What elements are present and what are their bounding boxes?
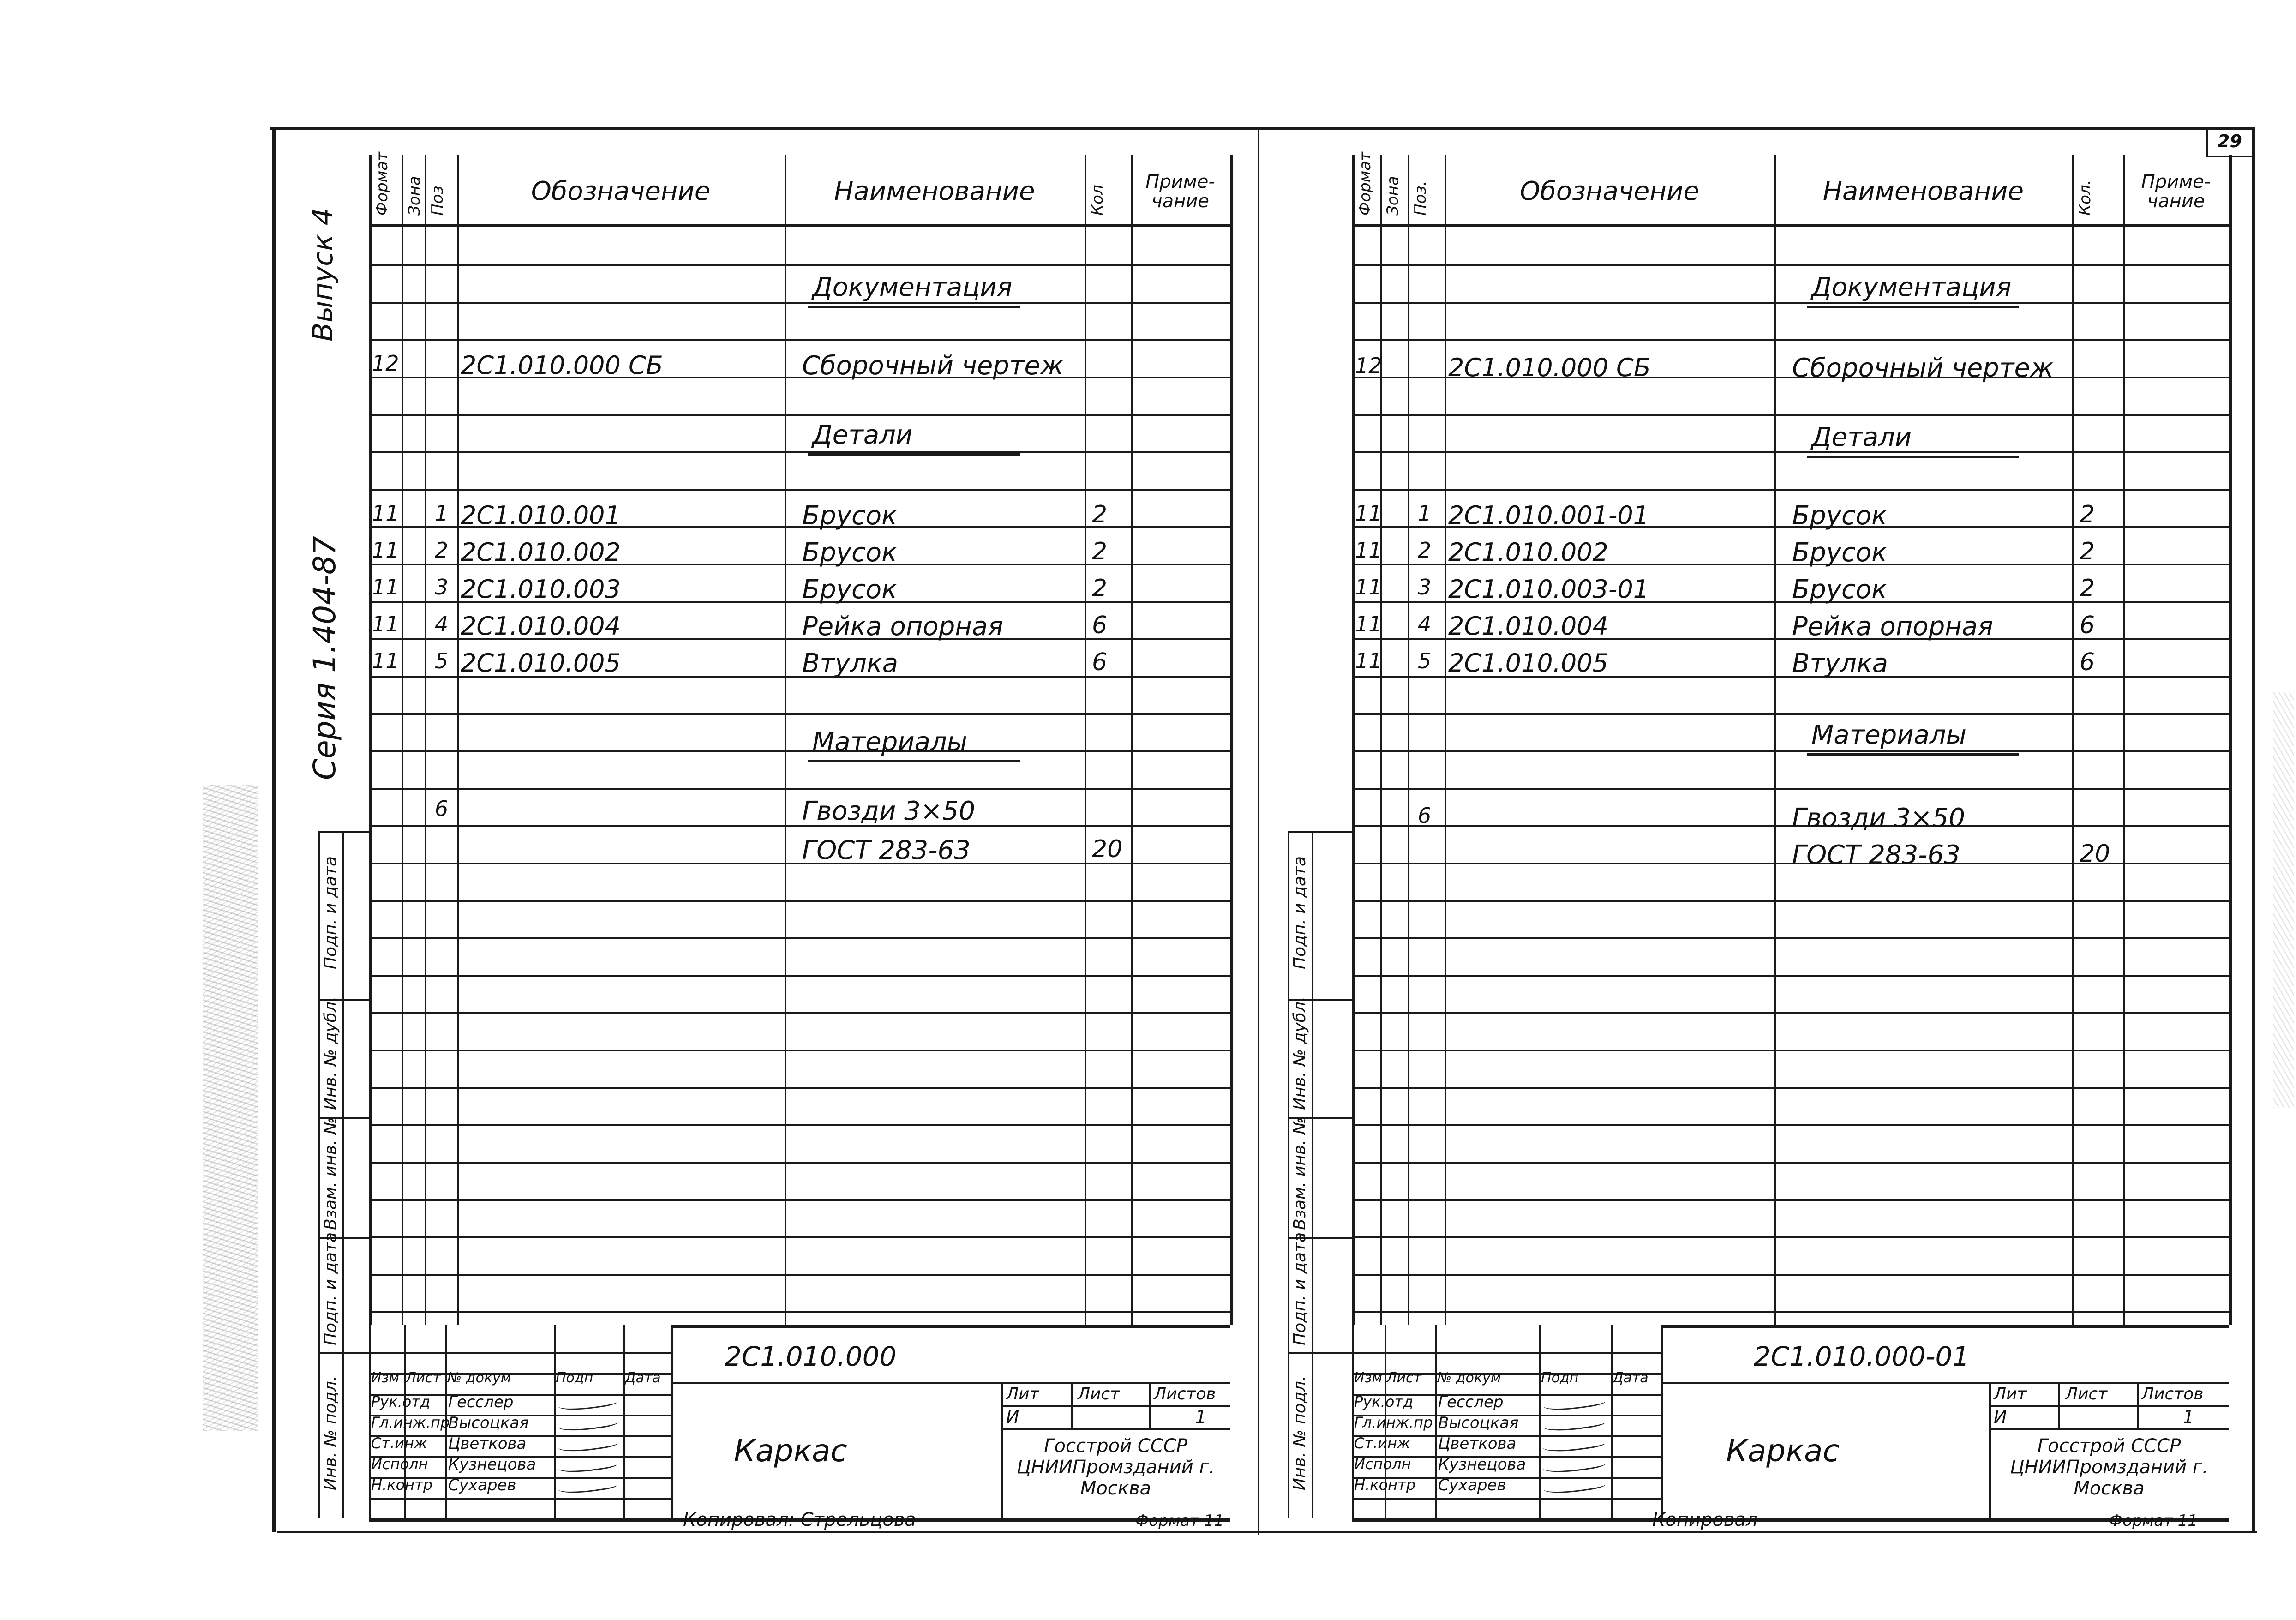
title-block-top — [1661, 1325, 2229, 1328]
sig-col-label: Изм — [1354, 1370, 1383, 1386]
header-pos: Поз. — [1411, 180, 1430, 216]
table-row-line — [1352, 1050, 2229, 1051]
signer-role: Ст.инж — [371, 1434, 427, 1452]
cell-name: Брусок — [802, 575, 897, 605]
lit-value: И — [1994, 1407, 2007, 1427]
sig-col-label: Изм — [371, 1370, 400, 1386]
cell-pos: 4 — [435, 612, 449, 636]
cell-qty: 6 — [2080, 648, 2095, 676]
cell-format: 11 — [1355, 648, 1382, 673]
title-block-row — [1352, 1352, 1661, 1354]
page-number: 29 — [2218, 131, 2242, 151]
side-label: Инв. № дубл. — [1290, 996, 1309, 1110]
cell-qty: 2 — [1092, 538, 1108, 565]
strip-divider — [1288, 1352, 1352, 1354]
cell-pos: 5 — [1418, 648, 1432, 673]
cell-format: 12 — [372, 351, 399, 376]
header-zone: Зона — [405, 176, 424, 216]
cell-format: 11 — [1355, 501, 1382, 526]
cell-name: ГОСТ 283-63 — [1792, 840, 1960, 870]
cell-name: Рейка опорная — [1792, 612, 1993, 642]
lit-box-line — [1989, 1382, 1991, 1518]
signer-name: Высоцкая — [1438, 1414, 1519, 1432]
cell-pos: 4 — [1418, 612, 1432, 636]
cell-pos: 1 — [1418, 501, 1432, 526]
cell-qty: 2 — [2080, 538, 2095, 565]
table-row-line — [1352, 937, 2229, 939]
issue-label: Выпуск 4 — [307, 208, 339, 342]
section-heading: Детали — [1811, 422, 1912, 452]
side-label: Подп. и дата — [321, 856, 340, 970]
cell-name: Брусок — [1792, 575, 1887, 605]
side-label: Подп. и дата — [321, 1232, 340, 1345]
cell-designation: 2С1.010.002 — [1448, 538, 1608, 567]
cell-qty: 6 — [2080, 612, 2095, 639]
cell-name: ГОСТ 283-63 — [802, 835, 971, 865]
sig-col-label: Дата — [625, 1370, 661, 1386]
cell-name: Гвозди 3×50 — [1792, 803, 1965, 833]
title-block-mid — [1661, 1382, 2229, 1384]
cell-format: 11 — [1355, 538, 1382, 563]
cell-format: 11 — [372, 612, 399, 636]
side-label: Инв. № подл. — [321, 1375, 340, 1491]
cell-name: Брусок — [1792, 501, 1887, 531]
sig-col-label: Подп — [1541, 1370, 1579, 1386]
header-format: Формат — [1356, 152, 1374, 216]
cell-designation: 2С1.010.000 СБ — [1448, 353, 1651, 382]
cell-designation: 2С1.010.003-01 — [1448, 575, 1649, 604]
signer-role: Исполн — [1354, 1455, 1411, 1473]
signer-role: Рук.отд — [1354, 1393, 1414, 1410]
cell-pos: 6 — [435, 796, 449, 821]
table-row-line — [1352, 414, 2229, 416]
signer-name: Цветкова — [448, 1434, 527, 1453]
signer-role: Исполн — [371, 1455, 428, 1473]
signer-role: Гл.инж.пр — [1354, 1414, 1433, 1431]
cell-designation: 2С1.010.005 — [461, 648, 621, 678]
section-underline — [1807, 753, 2019, 756]
header-divider — [1352, 224, 2229, 227]
cell-pos: 3 — [1418, 575, 1432, 600]
table-row-line — [1352, 264, 2229, 266]
sig-col-label: № докум — [447, 1370, 511, 1386]
sheets-label: Листов — [1154, 1385, 1216, 1404]
section-heading: Документация — [812, 272, 1013, 302]
sheets-value: 1 — [2183, 1407, 2194, 1427]
signer-name: Высоцкая — [448, 1414, 529, 1432]
cell-name: Брусок — [802, 538, 897, 568]
table-row-line — [1352, 489, 2229, 491]
footer-copied: Копировал: Стрельцова — [683, 1509, 916, 1530]
footer-copied: Копировал — [1652, 1509, 1758, 1530]
series-label: Серия 1.404-87 — [307, 536, 342, 780]
side-label: Взам. инв. № — [1290, 1117, 1309, 1230]
table-row-line — [1352, 975, 2229, 977]
cell-qty: 2 — [1092, 501, 1108, 528]
cell-pos: 6 — [1418, 803, 1432, 828]
table-row-line — [1352, 1311, 2229, 1313]
cell-name: Брусок — [802, 501, 897, 531]
table-column-line — [1774, 155, 1776, 1325]
header-qty: Кол. — [2076, 180, 2094, 216]
cell-name: Брусок — [1792, 538, 1887, 568]
table-row-line — [1352, 339, 2229, 341]
sig-col-label: Подп — [556, 1370, 593, 1386]
table-row-line — [1352, 1162, 2229, 1164]
title-block-bottom — [1352, 1518, 2229, 1522]
cell-format: 11 — [372, 501, 399, 526]
signer-role: Н.контр — [371, 1476, 433, 1494]
sheet-label: Лист — [1078, 1385, 1120, 1404]
sig-col-label: Дата — [1613, 1370, 1649, 1386]
signer-name: Цветкова — [1438, 1434, 1517, 1453]
cell-pos: 2 — [435, 538, 449, 563]
section-underline — [1807, 306, 2019, 308]
table-row-line — [1352, 1199, 2229, 1201]
table-column-line — [2072, 155, 2074, 1325]
table-row-line — [1352, 1012, 2229, 1014]
cell-designation: 2С1.010.001-01 — [1448, 501, 1649, 530]
lit-value: И — [1006, 1407, 1019, 1427]
cell-name: Втулка — [1792, 648, 1888, 678]
cell-qty: 2 — [2080, 575, 2095, 602]
cell-format: 11 — [1355, 612, 1382, 636]
cell-name: Гвозди 3×50 — [802, 796, 975, 826]
table-column-line — [2229, 155, 2232, 1325]
sheets-value: 1 — [1195, 1407, 1207, 1427]
cell-designation: 2С1.010.003 — [461, 575, 621, 604]
cell-pos: 3 — [435, 575, 449, 600]
table-row-line — [1352, 1274, 2229, 1276]
cell-format: 11 — [372, 648, 399, 673]
header-name: Наименование — [1822, 176, 2024, 206]
strip-line — [1312, 831, 1313, 1518]
table-column-line — [1352, 155, 1355, 1325]
lit-box-line — [1989, 1428, 2229, 1430]
lit-label: Лит — [1994, 1385, 2027, 1404]
side-label: Инв. № подл. — [1290, 1375, 1309, 1491]
table-row-line — [1352, 713, 2229, 715]
doc-number: 2С1.010.000 — [725, 1341, 897, 1372]
cell-name: Рейка опорная — [802, 612, 1003, 642]
signature-scribble — [1542, 1456, 1606, 1476]
signature-scribble — [1542, 1393, 1606, 1414]
footer-format: Формат 11 — [1135, 1512, 1224, 1530]
signer-role: Рук.отд — [371, 1393, 431, 1410]
footer-format: Формат 11 — [2109, 1512, 2198, 1530]
signer-role: Ст.инж — [1354, 1434, 1410, 1452]
side-label: Подп. и дата — [1290, 856, 1309, 970]
cell-qty: 6 — [1092, 648, 1108, 676]
table-row-line — [1352, 825, 2229, 827]
cell-designation: 2С1.010.004 — [461, 612, 621, 641]
header-zone: Зона — [1384, 176, 1402, 216]
sheets-label: Листов — [2141, 1385, 2204, 1404]
lit-label: Лит — [1006, 1385, 1039, 1404]
sig-col-label: Лист — [406, 1370, 441, 1386]
cell-pos: 5 — [435, 648, 449, 673]
cell-designation: 2С1.010.001 — [461, 501, 621, 530]
cell-name: Сборочный чертеж — [802, 351, 1064, 381]
cell-designation: 2С1.010.005 — [1448, 648, 1608, 678]
header-note: Приме-чание — [1145, 171, 1215, 212]
sig-col-label: Лист — [1386, 1370, 1422, 1386]
cell-qty: 2 — [2080, 501, 2095, 528]
table-column-line — [1408, 155, 1409, 1325]
section-heading: Документация — [1811, 272, 2012, 302]
header-designation: Обозначение — [1520, 176, 1699, 206]
title-block-col — [1661, 1325, 1663, 1518]
cell-designation: 2С1.010.002 — [461, 538, 621, 567]
cell-format: 11 — [372, 575, 399, 600]
organization: Госстрой СССР ЦНИИПромзданий г. Москва — [2010, 1435, 2208, 1499]
table-row-line — [1352, 302, 2229, 304]
header-name: Наименование — [834, 176, 1035, 206]
section-heading: Материалы — [812, 727, 967, 757]
cell-name: Сборочный чертеж — [1792, 353, 2054, 383]
cell-format: 11 — [1355, 575, 1382, 600]
drawing-title: Каркас — [1726, 1433, 1840, 1469]
cell-qty: 20 — [1092, 835, 1123, 863]
signature-scribble — [1542, 1414, 1606, 1434]
cell-pos: 1 — [435, 501, 449, 526]
side-label: Подп. и дата — [1290, 1232, 1309, 1345]
cell-name: Втулка — [802, 648, 899, 678]
table-row-line — [1352, 1236, 2229, 1238]
strip-line — [1288, 831, 1289, 1518]
cell-qty: 20 — [2080, 840, 2110, 868]
section-heading: Детали — [812, 420, 913, 450]
cell-pos: 2 — [1418, 538, 1432, 563]
signer-name: Гесслер — [1438, 1393, 1504, 1411]
table-row-line — [1352, 1124, 2229, 1126]
header-pos: Поз — [428, 186, 447, 216]
title-block-row — [1352, 1498, 1661, 1500]
table-column-line — [1380, 155, 1382, 1325]
header-note: Приме-чание — [2141, 171, 2211, 212]
signer-name: Кузнецова — [1438, 1455, 1526, 1474]
sig-col-label: № докум — [1437, 1370, 1501, 1386]
sheet-label: Лист — [2065, 1385, 2108, 1404]
signer-name: Сухарев — [1438, 1476, 1506, 1494]
header-qty: Кол — [1088, 185, 1107, 216]
drawing-title: Каркас — [734, 1433, 847, 1469]
header-format: Формат — [373, 152, 391, 216]
cell-format: 11 — [372, 538, 399, 563]
table-column-line — [1445, 155, 1446, 1325]
strip-divider — [1288, 831, 1352, 833]
header-designation: Обозначение — [531, 176, 711, 206]
organization: Госстрой СССР ЦНИИПромзданий г. Москва — [1016, 1435, 1215, 1499]
cell-qty: 2 — [1092, 575, 1108, 602]
signer-role: Н.контр — [1354, 1476, 1416, 1494]
signature-scribble — [1542, 1435, 1606, 1455]
table-row-line — [1352, 451, 2229, 453]
signer-name: Сухарев — [448, 1476, 516, 1494]
table-column-line — [2123, 155, 2125, 1325]
table-row-line — [1352, 788, 2229, 790]
cell-qty: 6 — [1092, 612, 1108, 639]
side-label: Взам. инв. № — [321, 1117, 340, 1230]
table-row-line — [1352, 1087, 2229, 1089]
cell-designation: 2С1.010.000 СБ — [461, 351, 663, 380]
cell-format: 12 — [1355, 353, 1382, 378]
side-label: Инв. № дубл. — [321, 996, 340, 1110]
signer-name: Гесслер — [448, 1393, 514, 1411]
section-heading: Материалы — [1811, 720, 1966, 750]
table-row-line — [1352, 900, 2229, 902]
doc-number: 2С1.010.000-01 — [1754, 1341, 1970, 1372]
signature-scribble — [1542, 1476, 1606, 1497]
table-row-line — [1352, 750, 2229, 752]
signer-role: Гл.инж.пр — [371, 1414, 450, 1431]
cell-designation: 2С1.010.004 — [1448, 612, 1608, 641]
section-underline — [1807, 456, 2019, 458]
signer-name: Кузнецова — [448, 1455, 536, 1474]
